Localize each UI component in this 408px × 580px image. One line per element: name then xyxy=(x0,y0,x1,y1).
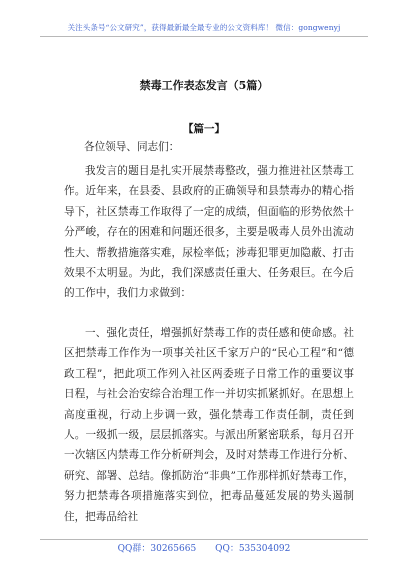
body-paragraph-1: 我发言的题目是扎实开展禁毒整改，强力推进社区禁毒工作。近年来，在县委、县政府的正确领导和县禁毒办的精心指导下，社区禁毒工作取得了一定的成绩，但面临的形势依然十分严峻，存在的困难和问题还很多，主要是吸毒人员外出流动性大、帮教措施落实难，尿检率低；涉毒犯罪更加隐蔽、打击效果不太明显。为此，我们深感责任重大、任务艰巨。在今后的工作中，我们力求做到： xyxy=(64,165,354,300)
body-paragraph-2-container xyxy=(64,323,354,527)
header-notice: 关注头条号“公文研究”，获得最新最全最专业的公文资料库！ 微信：gongwenyj xyxy=(67,23,341,32)
document-title: 禁毒工作表态发言（5篇） xyxy=(139,79,269,92)
footer-contact xyxy=(0,541,408,554)
header-divider xyxy=(40,36,368,37)
body-paragraph-2: 一、强化责任，增强抓好禁毒工作的责任感和使命感。社区把禁毒工作作为一项事关社区千家万户的“民心工程”和“德政工程”，把此项工作列入社区两委班子日常工作的重要议事日程，与社会治安综合治理工作一并切实抓紧抓好。在思想上高度重视，行动上步调一致，强化禁毒工作责任制，责任到人。一级抓一级，层层抓落实。与派出所紧密联系，每月召开一次辖区内禁毒工作分析研判会，及时对禁毒工作进行分析、研究、部署、总结。像抓防治“非典”工作那样抓好禁毒工作，努力把禁毒各项措施落实到位，把毒品蔓延发展的势头遏制住，把毒品给社 xyxy=(64,327,354,523)
greeting-line: 各位领导、同志们： xyxy=(84,141,180,153)
footer-qq-group: QQ群：30265665 xyxy=(117,544,197,554)
body-paragraph-1-container xyxy=(64,161,354,304)
section-label: 【篇一】 xyxy=(183,123,225,135)
footer-divider xyxy=(40,539,368,540)
footer-qq-number: QQ：535304092 xyxy=(215,544,291,554)
